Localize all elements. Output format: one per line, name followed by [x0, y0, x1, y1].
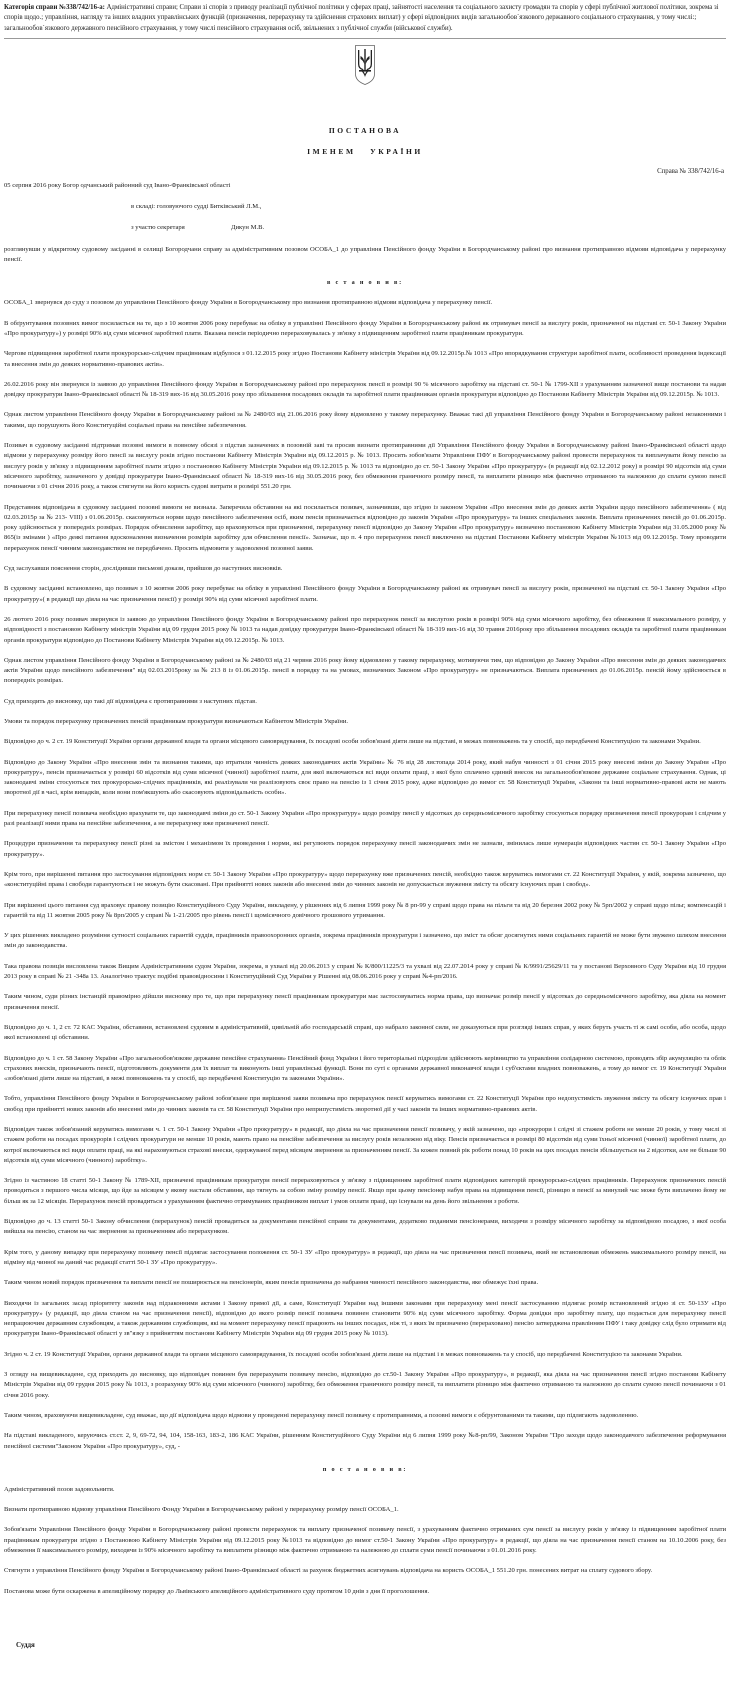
paragraph: Стягнути з управління Пенсійного фонду України в Богородчанському районі Івано-Франківської області за рахунок бюджетних асигнувань відповідача на користь ОСОБА_1 551.20 грн. понесених витрат на сплату судового збору.: [4, 1567, 653, 1575]
paragraph: Зобов'язати Управління Пенсійного фонду України в Богородчанському районі провести перерахунок та виплату призначеної позивачу пенсії, з урахуванням фактично отриманих сум пенсії за вислугу років у зв'язку із підвищенням заробітної плати працівникам прокуратури згідно з Постановою Кабінету Міністрів України від 09.12.2015 року №1013 та відповідно до вимог ст.50-1 Закону України «Про прокуратуру» в редакції, що діяла на час призначення пенсії станом на 10.10.2006 року, без обмеження її максимального розміру, виходячи із 90% місячного заробітку та виплатити різницю між фактично отриманою та належною до сплати суми пенсії починаючи з 01.01.2016 року.: [4, 1526, 726, 1555]
established-section: [4, 298, 726, 1451]
paragraph: Відповідно до ч. 1, 2 ст. 72 КАС України, обставини, встановлені судовим в адміністративній, цивільній або господарській справі, що набрало законної сили, не доказуються при розгляді інших справ, у яких беруть участь ті ж самі особи, або особа, щодо якої встановлені ці обставини.: [4, 1023, 726, 1042]
paragraph: Умови та порядок перерахунку призначених пенсій працівникам прокуратури визначаються Кабінетом Міністрів України.: [4, 717, 349, 725]
case-number: Справа № 338/742/16-а: [657, 167, 724, 175]
resolved-section: [4, 1485, 726, 1597]
paragraph: Відповідно до ч. 1 ст. 58 Закону України «Про загальнообов'язкове державне пенсійне страхування» Пенсійний фонд України і його територіальні підрозділи здійснюють керівництво та управління солідарною системою, проводять збір акумуляцію та облік страхових внесків, призначають пенсії, підготовляють документи для їх виплат та виконують інші управлінські функції. Вони по суті є органами державної виконавчої влади і суб'єктами владних повноважень, а тому до вимог ст. 19 Конституції України «зобов'язані діяти лише на підставі, в межі повноважень та у спосіб, що передбачені Конституцію та законами України».: [4, 1054, 726, 1083]
date-court: 05 серпня 2016 року Богор одчанський районний суд Івано-Франківської області: [4, 181, 231, 189]
paragraph: Відповідно до ч. 2 ст. 19 Конституції України органи державної влади та органи місцевого самоврядування, їх посадові особи зобов'язані діяти лише на підставі, в межах повноважень та у спосіб, що передбачені Конституцією та законами України.: [4, 738, 701, 746]
paragraph: Чергове підвищення заробітної плати прокурорсько-слідчим працівникам відбулося з 01.12.2015 року згідно Постанови Кабінету міністрів України від 09.12.2015р.№ 1013 «Про впорядкування структури заробітної плати, особливості проведення індексації та внесення змін до деяких нормативно-правових актів».: [4, 350, 726, 368]
paragraph: З огляду на вищевикладене, суд приходить до висновку, що відповідач повинен був перерахувати позивачу пенсію, відповідно до ст.50-1 Закону України «Про прокуратуру», в редакції, яка діяла на час призначення пенсії згідно постанови Кабінету Міністрів України від 09 грудня 2015 року № 1013, з розрахунку 90% від суми місячного (чинного) заробітку, без обмеження граничного розміру пенсії, та виплатити різницю між фактично отриманою та належною до сплати сумою пенсії починаючи з 01 січня 2016 року.: [4, 1371, 726, 1399]
paragraph: Суд приходить до висновку, що такі дії відповідача є протиправними з наступних підстав.: [4, 697, 257, 705]
case-category-text: Адміністративні справи; Справи зі спорів з приводу реалізації публічної політики у сферах праці, зайнятості населення та соціального захисту громадян та спорів у сфері публічної житлової політики, зокрема зі спорів щодо.; управління, нагляду та інших владних управлінських функцій (призначення, перерахунку та здійснення страхових виплат) у сфері відповідних видів загальнообов`язкового державного соціального страхування, у тому числі:; загальнообов`язкового державного пенсійного страхування, у тому числі пенсійного страхування осіб, звільнених з публічної служби (військової служби).: [4, 4, 719, 32]
secretary-label: з участю секретаря: [131, 224, 185, 232]
paragraph: Виходячи із загальних засад пріоритету законів над підзаконними актами і Закону прямої дії, а саме, Конституції України над іншими законами при перерахунку мені пенсії застосуванню підлягає розмір встановлений згідно зі ст. 50-13У «Про прокуратуру» (у редакції, що діяла станом на час призначення пенсії), відповідно до якого розмір пенсії позивача повинен становити 90% від суми місячного заробітку. Форма довідки про заробітну плату, що подається для перерахунку пенсії непрацюючим державним службовцям, а також державним службовцям, які на момент перерахунку пенсії працюють на інших посадах, ніж ті, з яких їм призначено (перераховано) пенсію затверджена правлінням ПФУ і таку довідку слід було отримати від прокуратури Івано-Франківської області у зв"язку з прийняттям постанови Кабінету Міністрів України від 09 грудня 2015 року № 1013).: [4, 1299, 726, 1338]
paragraph: Постанова може бути оскаржена в апеляційному порядку до Львівського апеляційного адміністративного суду протягом 10 днів з дня її проголошення.: [4, 1587, 430, 1595]
paragraph: Тобто, управління Пенсійного фонду України в Богородчанському районі зобов'язане при вирішенні заяви позивача про перерахунок пенсії керуватись вимогами ст. 22 Конституції України про недопустимість звуження змісту та обсягу існуючих прав і свобод при прийнятті нових законів або внесенні змін до чинних законів та ст. 58 Конституції України про неприпустимість зворотної дії у часі законів та інших нормативно-правових актів.: [4, 1095, 726, 1113]
paragraph: 26 лютого 2016 року позивач звернувся із заявою до управління Пенсійного фонду України в Богородчанському районі про перерахунок пенсії за вислугою років в розмірі 90% від суми місячного заробітку, без обмеження її максимального розміру, у відповідності з постановою Кабінету міністрів України від 09 грудня 2015 року № 1013 та надав довідку прокуратури Івано-Франківської області № 18-319 вих-16 від 30 травня 2016року про збільшення посадових окладів та заробітної плати працівникам органів прокуратури відповідно до Постанови Кабінету Міністрів України від 09.12.2015р. № 1013.: [4, 615, 726, 644]
paragraph: Така правова позиція висловлена також Вищим Адміністративним судом України, зокрема, в ухвалі від 20.06.2013 у справі № К/800/11225/3 та ухвалі від 22.07.2014 року у справі № К/9991/25629/11 та у постанові Верховного Суду України від 10 грудня 2013 року в справі № 21 -348а 13. Аналогічно трактує подібні правовідносини і Конституційний Суд України у Рішенні від 08.06.2016 року у справі №4-рп/2016.: [4, 962, 726, 981]
section-resolved-heading: п о с т а н о в и в:: [322, 1465, 408, 1473]
paragraph: Представник відповідача в судовому засіданні позовні вимоги не визнала. Заперечила обставини на які посилається позивач, зазначивши, що згідно із законом України «Про внесення змін до деяких актів України щодо пенсійного забезпечення» ( від 02.03.2015р за № 213- VІІІ) з 01.06.2015р. скасовуються норми щодо пенсійного забезпечення осіб, яким пенсія призначається відповідно до законів України «Про прокуратуру» та інших спеціальних законів. Виплата призначених пенсій до 01.06.2015р. року здійснюється у попередніх розмірах. Порядок обчислення заробітку, що враховуються при призначенні, перерахунку пенсії відповідно до Закону України «Про прокуратуру» визначено постановою Кабінету Міністрів України від 31.05.2000 року № 865(із змінами ) «Про деякі питання вдосконалення визначення розмірів заробітку для обчислення пенсії». Зазначає, що п. 4 про перерахунок пенсії виключено на підставі Постанови Кабінету міністрів України №1013 від 09.12.2015р. Тому проводити перерахунок пенсії чинним законодавством не передбачено. Просить відмовити у задоволенні позовної заяви.: [4, 503, 726, 552]
paragraph: Процедури призначення та перерахунку пенсії різні за змістом і механізмом їх проведення і норми, які регулюють порядок перерахунку пенсії законодавчих змін не зазнали, змінилась лише нумерація відповідних частин ст. 50-1 Закону України «Про прокуратуру».: [4, 840, 726, 858]
paragraph: На підставі викладеного, керуючись ст.ст. 2, 9, 69-72, 94, 104, 158-163, 183-2, 186 КАС України, рішенням Конституційного Суду України від 6 липня 1999 року №8-рп/99, Законом України "Про заходи щодо законодавчого забезпечення реформування пенсійної системи"Законом України «Про прокуратуру», суд, -: [4, 1432, 726, 1450]
paragraph: Таким чином, суди різних інстанцій правомірно дійшли висновку про те, що при перерахунку пенсії працівникам прокуратури має застосовуватись норма права, що визначає розмір пенсії у відсотках до середньомісячного заробітку, яка діяла на момент призначення пенсії.: [4, 993, 726, 1011]
paragraph: Згідно із частиною 18 статті 50-1 Закону № 1789-XII, призначені працівникам прокуратури пенсії перераховуються у зв'язку з підвищенням заробітної плати відповідних категорій прокурорсько-слідчих працівників. Перерахунок призначених пенсій проводиться з першого числа місяця, що йде за місяцем у якому настали обставини, що тягнуть за собою зміну розміру пенсії. Якщо при цьому пенсіонер набув права на підвищення пенсії, різницю в пенсії за минулий час може бути виплачено йому не більш як за 12 місяців. Перерахунок пенсій провадиться з урахуванням фактично отримуваних працівником виплат і умов оплати праці, що існували на день його звільнення з роботи.: [4, 1177, 726, 1205]
emblem-container: [4, 44, 726, 90]
paragraph: В судовому засіданні встановлено, що позивач з 10 жовтня 2006 року перебуває на обліку в управлінні Пенсійного фонду України в Богородчанському районі як отримувач пенсії за вислугу років, призначеної на підставі ст. 50-1 Закону України «Про прокуратуру»( в редакції що діяла на час призначення пенсії) у розмірі 90% від суми місячної заробітної плати.: [4, 585, 726, 603]
secretary-name: Дикун М.В.: [231, 224, 265, 232]
paragraph: Згідно ч. 2 ст. 19 Конституції України, органи державної влади та органи місцевого самоврядування, їх посадові особи зобов'язані діяти лише на підставі і в межах повноважень та у спосіб, що передбачені Конституцією та законами України.: [4, 1350, 683, 1358]
document-subtitle: ІМЕНЕМ УКРАЇНИ: [307, 146, 423, 156]
paragraph: Адміністративний позов задовольнити.: [4, 1485, 115, 1493]
paragraph: При вирішенні цього питання суд враховує правову позицію Конституційного Суду України, викладену, у рішеннях від 6 липня 1999 року № 8 рп-99 у справі щодо права на пільги та від 20 березня 2002 року № 5рп/2002 у справі щодо пільг, компенсацій і гарантій та від 11 жовтня 2005 року № 8рп/2005 у справі № 1-21/2005 про рівень пенсії і щомісячного довічного грошового утримання.: [4, 901, 726, 919]
paragraph: Суд заслухавши пояснення сторін, дослідивши письмові докази, прийшов до наступних висновків.: [4, 565, 283, 573]
paragraph: В обґрунтування позовних вимог посилається на те, що з 10 жовтня 2006 року перебуває на обліку в управлінні Пенсійного фонду України в Богородчанському районі як отримувач пенсії за вислугу років, призначеної на підставі ст. 50-1 Закону України «Про прокуратуру») у розмірі 90% від суми місячної заробітної плати. Вказана пенсія періодично перераховувалась у зв'язку з підвищенням заробітної плати працівникам прокуратури.: [4, 319, 726, 337]
paragraph: У цих рішеннях викладено розуміння сутності соціальних гарантій суддів, працівників правоохоронних органів, зокрема працівників прокуратури і зазначено, що зміст та обсяг досягнутих ними соціальних гарантій не може бути звужено шляхом внесення змін до законодавства.: [4, 932, 726, 950]
paragraph: Визнати протиправною відмову управління Пенсійного Фонду України в Богородчанському районі у перерахунку розміру пенсії ОСОБА_1.: [4, 1506, 399, 1514]
coat-of-arms-icon: [354, 44, 376, 86]
paragraph: При перерахунку пенсії позивача необхідно врахувати те, що законодавчі зміни до ст. 50-1 Закону України «Про прокуратуру» щодо розміру пенсії у відсотках до середньомісячного заробітку стосуються порядку призначення пенсії прокурорам і слідчим у разі реалізації ними права на пенсійне забезпечення, а не перерахунку вже призначеної пенсії.: [4, 809, 726, 828]
paragraph: Таким чином новий порядок призначення та виплати пенсії не поширюється на пенсіонерів, яким пенсія призначена до набрання чинності пенсійного законодавства, яке обмежує їхні права.: [4, 1279, 539, 1287]
document-title: ПОСТАНОВА: [328, 125, 402, 135]
paragraph: Однак листом управління Пенсійного фонду України в Богородчанському районі за № 2480/03 від 21.06.2016 року йому відмовлено у такому перерахунку. Вважає такі дії управління Пенсійного фонду України в Богородчанському районі незаконними і такими, що порушують його Конституційні соціальні права на пенсійне забезпечення.: [4, 411, 726, 429]
case-category-label: Категорія справи №338/742/16-а:: [4, 4, 105, 11]
paragraph: Відповідно до ч. 13 статті 50-1 Закону обчислення (перерахунок) пенсій провадиться за документами пенсійної справи та документами, додатково поданими пенсіонерами, виходячи з розміру місячного заробітку за відповідною посадою, з якої особа вийшла на пенсію, станом на час звернення за призначенням або перерахунком.: [4, 1218, 726, 1236]
paragraph: ОСОБА_1 звернувся до суду з позовом до управління Пенсійного фонду України в Богородчанському про визнання протиправною відмови відповідача у перерахунку пенсії.: [4, 299, 493, 307]
judge-signature-label: Суддя: [16, 1640, 35, 1649]
section-established-heading: в с т а н о в и в:: [327, 279, 403, 287]
paragraph: Відповідно до Закону України «Про внесення змін та визнання такими, що втратили чинність деяких законодавчих актів України» № 76 від 28 листопада 2014 року, який набув чинності з 01 січня 2015 року внесені зміни до Закону України «Про прокуратуру», пенсія призначається у розмірі 60 відсотків від суми місячної (чинної) заробітної плати, для якої включаються всі види оплати праці, з якої було сплачено єдиний внесок на загальнообов'язкове державне соціальне страхування. Однак, ці законодавчі зміни стосуються тих прокурорсько-слідчих працівників, які реалізували чи реалізовують своє право на пенсію із 1 січня 2015 року, адже відповідно до вимог ст. 58 Конституції України, «Закони та інші нормативно-правові акти не мають зворотної дії в часі, крім випадків, коли вони пом'якшують або скасовують відповідальність особи».: [4, 758, 726, 797]
header-divider: [4, 38, 726, 39]
paragraph: Однак листом управління Пенсійного фонду України в Богородчанському районі за № 2480/03 від 21 червня 2016 року йому відмовлено у такому перерахунку, мотивуючи тим, що відповідно до Закону України «Про внесення змін до деяких законодавчих актів України щодо пенсійного забезпечення" від 02.03.2015року за № 213 8 із 01.06.2015р. пенсії в порядку та на умовах, визначених Законом «Про прокуратуру» не призначаються. Виплата призначених до 01.06.2015р. пенсій йому здійснюється в попередніх розмірах.: [4, 656, 726, 685]
considering-paragraph: розглянувши у відкритому судовому засіданні в селищі Богородчани справу за адміністративним позовом ОСОБА_1 до управління Пенсійного фонду України в Богородчанському районі про визнання протиправною відмови відповідача у перерахунку пенсії.: [4, 245, 726, 264]
paragraph: 26.02.2016 року він звернувся із заявою до управління Пенсійного фонду України в Богородчанському районі про перерахунок пенсії в розмірі 90 % місячного заробітку на підставі ст. 50-1 № 1799-ХІІ з урахуванням зазначеної вище постанови та надав довідку прокуратури Івано-Франківської області № 18-319 вих-16 від 30.05.2016 року про збільшення посадових окладів та заробітної плати працівникам органів прокуратури відповідно до Постанови Кабінету Міністрів України від 09.12.2015р. № 1013.: [4, 380, 726, 399]
paragraph: Таким чином, враховуючи вищевикладене, суд вважає, що дії відповідача щодо відмови у проведенні перерахунку пенсії позивачу є протиправними, а позовні вимоги є обґрунтованими та такими, що підлягають задоволенню.: [4, 1411, 639, 1419]
paragraph: Позивач в судовому засіданні підтримав позовні вимоги в повному обсязі з підстав зазначених в позовній заві та просив визнати протиправними дії Управління Пенсійного фонду України в Богородчанському районі Івано-Франківської області щодо відмови у перерахунку розміру його пенсії за вислугу років згідно постанови Кабінету Міністрів України від 09.12.2015 р. № 1013. Просить зобов'язати Управління ПФУ в Богородчанському районі провести перерахунок та виплачувати йому пенсію за вислугу років у зв'язку з підвищенням заробітної плати згідно з постановою Кабінету Міністрів України від 09.12.2015 р. № 1013 та відповідно до ст. 50-1 Закону України «Про прокуратуру» (в редакції від 02.12.2012 року) в розмірі 90 відсотків від суми місячного заробітку, зазначеного у довідці прокуратури Івано-Франківської області № 18-319 вих-16 від 30.05.2016 року, без обмеження граничного розміру пенсії, та виплатити різницю між фактично отриманою та належною до сплати сумою пенсії починаючи з 01 січня 2016 року, а також стягнути на його користь судові витрати в розмірі 551.20 грн.: [4, 442, 726, 491]
court-composition: в складі: головуючого судді Битківський Л.М.,: [131, 203, 262, 211]
paragraph: Відповідач також зобов'язаний керуватись вимогами ч. 1 ст. 50-1 Закону України «Про прокуратуру» в редакції, що діяла на час призначення пенсії позивачу, у якій зазначено, що «прокурори і слідчі зі стажем роботи не менше 20 років, у тому числі зі стажем роботи на посадах прокурорів і слідчих прокуратури не менше 10 років, мають право на пенсійне забезпечення за вислугу років незалежно від віку. Пенсія призначається в розмірі 80 відсотків від суми їхньої місячної (чинної) заробітної плати, до котрої включаються всі види оплати праці, на які нараховуються страхові внески, одержуваної перед місяцем звернення за призначенням пенсії. За кожен повний рік роботи понад 10 років на цих посадах пенсія збільшується на 2 відсотки, але не більше 90 відсотків від суми місячного (чинного) заробітку».: [4, 1126, 726, 1164]
paragraph: Крім того, у даному випадку при перерахунку позивачу пенсії підлягає застосування положення ст. 50-1 ЗУ «Про прокуратуру» в редакції, що діяла на час призначення пенсії позивача, який не встановлював обмежень максимального розміру пенсії, на відміну від чинної на даний час редакції статті 50-1 ЗУ «Про прокуратуру».: [4, 1248, 726, 1266]
secretary-line: [4, 223, 726, 233]
paragraph: Крім того, при вирішенні питання про застосування відповідних норм ст. 50-1 Закону України «Про прокуратуру» щодо перерахунку вже призначених пенсій, необхідно також керуватись вимогами ст. 22 Конституції України, у якій, зокрема зазначено, що «конституційні права і свободи гарантуються і не можуть бути скасовані. При прийнятті нових законів або внесенні змін до чинних законів не допускається звуження змісту та обсягу існуючих прав і свобод».: [4, 870, 726, 889]
case-category: [4, 3, 726, 34]
